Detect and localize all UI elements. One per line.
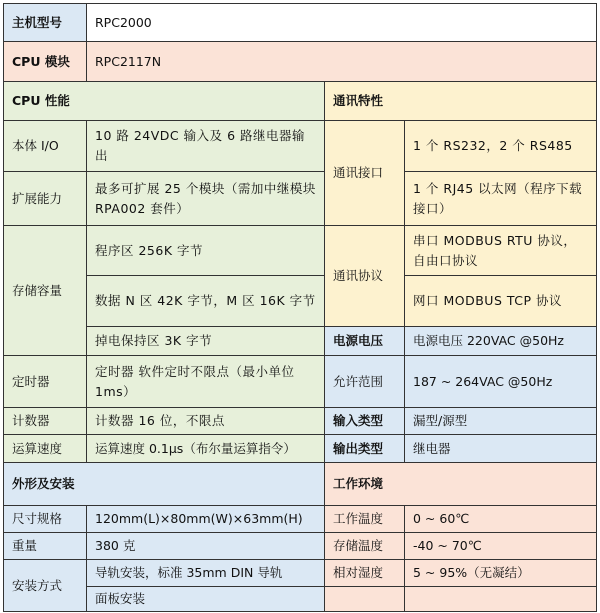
cpu-performance-title: CPU 性能 [4,82,325,121]
host-model-label: 主机型号 [4,4,87,42]
humidity-label: 相对湿度 [325,560,405,587]
size-value: 120mm(L)×80mm(W)×63mm(H) [87,506,325,533]
output-type-label: 输出类型 [325,435,405,463]
speed-value: 运算速度 0.1μs（布尔量运算指令） [87,435,325,463]
environment-empty-label-cell [325,587,405,612]
comm-interface-value-2: 1 个 RJ45 以太网（程序下载接口） [405,172,597,226]
comm-interface-value-1: 1 个 RS232，2 个 RS485 [405,121,597,172]
body-io-value: 10 路 24VDC 输入及 6 路继电器输出 [87,121,325,172]
storage-temp-label: 存储温度 [325,533,405,560]
mounting-value-2: 面板安装 [87,587,325,612]
weight-value: 380 克 [87,533,325,560]
size-label: 尺寸规格 [4,506,87,533]
storage-retentive: 掉电保持区 3K 字节 [87,327,325,356]
comm-protocol-value-2: 网口 MODBUS TCP 协议 [405,276,597,327]
work-temp-label: 工作温度 [325,506,405,533]
timer-label: 定时器 [4,356,87,408]
power-voltage-value: 电源电压 220VAC @50Hz [405,327,597,356]
environment-title: 工作环境 [325,463,597,506]
power-range-value: 187 ~ 264VAC @50Hz [405,356,597,408]
cpu-module-label: CPU 模块 [4,42,87,82]
work-temp-value: 0 ~ 60℃ [405,506,597,533]
mounting-value-1: 导轨安装，标准 35mm DIN 导轨 [87,560,325,587]
cpu-module-value: RPC2117N [87,42,597,82]
expansion-label: 扩展能力 [4,172,87,226]
spec-table [3,3,597,612]
storage-temp-value: -40 ~ 70℃ [405,533,597,560]
input-type-value: 漏型/源型 [405,408,597,435]
body-io-label: 本体 I/O [4,121,87,172]
storage-data: 数据 N 区 42K 字节，M 区 16K 字节 [87,276,325,327]
expansion-value: 最多可扩展 25 个模块（需加中继模块 RPA002 套件） [87,172,325,226]
storage-label: 存储容量 [4,226,87,356]
comm-protocol-value-1: 串口 MODBUS RTU 协议，自由口协议 [405,226,597,276]
output-type-value: 继电器 [405,435,597,463]
storage-program: 程序区 256K 字节 [87,226,325,276]
input-type-label: 输入类型 [325,408,405,435]
environment-empty-value-cell [405,587,597,612]
communication-title: 通讯特性 [325,82,597,121]
power-voltage-label: 电源电压 [325,327,405,356]
counter-label: 计数器 [4,408,87,435]
host-model-value: RPC2000 [87,4,597,42]
power-range-label: 允许范围 [325,356,405,408]
form-install-title: 外形及安装 [4,463,325,506]
speed-label: 运算速度 [4,435,87,463]
humidity-value: 5 ~ 95%（无凝结） [405,560,597,587]
comm-interface-label: 通讯接口 [325,121,405,226]
counter-value: 计数器 16 位，不限点 [87,408,325,435]
weight-label: 重量 [4,533,87,560]
mounting-label: 安装方式 [4,560,87,612]
comm-protocol-label: 通讯协议 [325,226,405,327]
timer-value: 定时器 软件定时不限点（最小单位 1ms） [87,356,325,408]
